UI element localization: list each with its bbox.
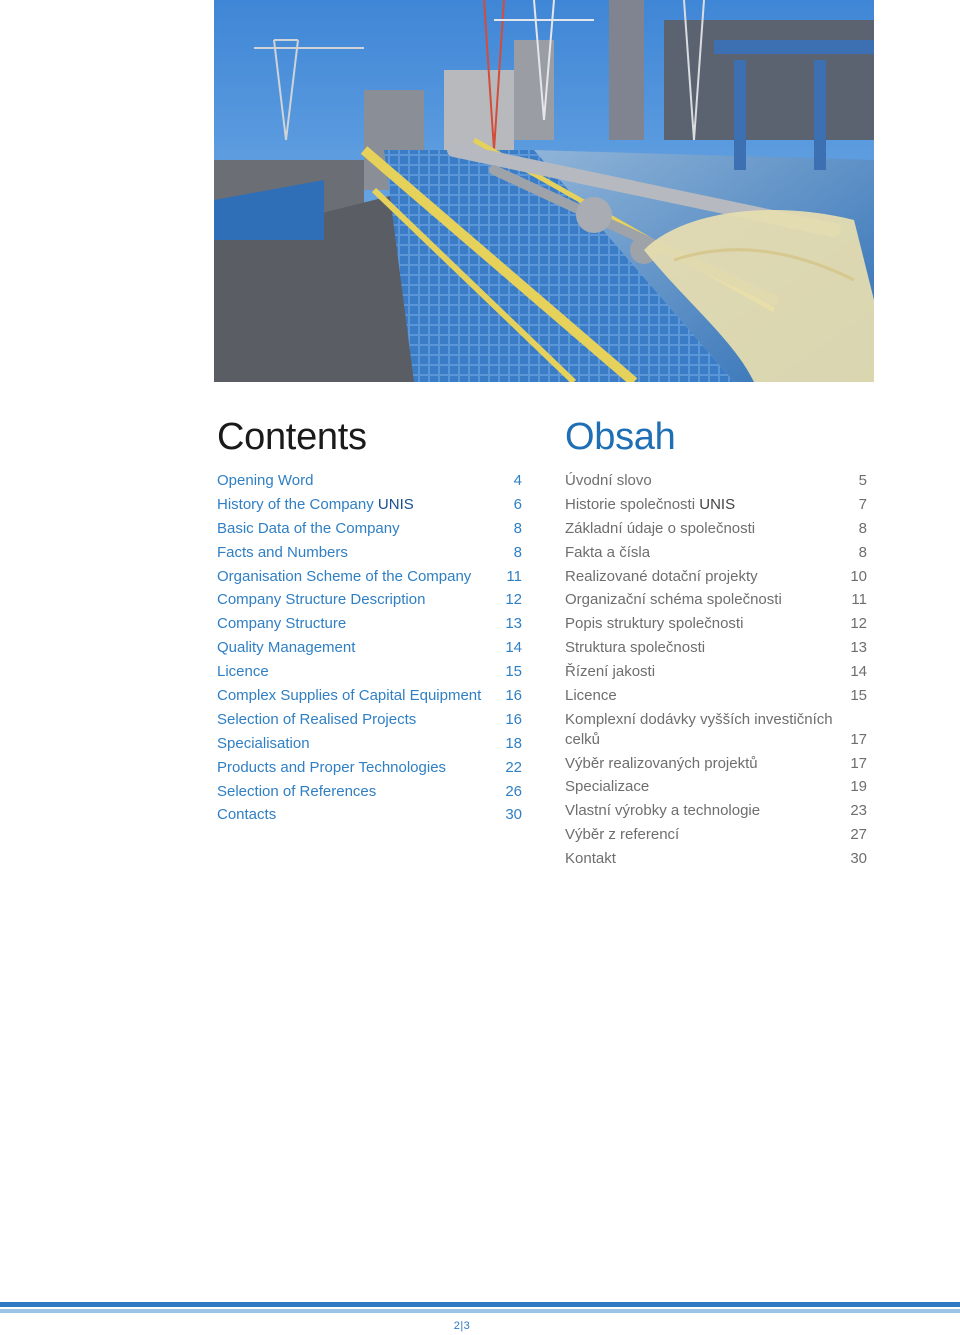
toc-entry[interactable]: [565, 567, 867, 591]
toc-entry[interactable]: [565, 754, 867, 778]
toc-entry[interactable]: [217, 710, 522, 734]
toc-entry-page: 8: [858, 519, 867, 537]
toc-entry-text: Specialisation: [217, 734, 310, 752]
toc-entry-label: [217, 567, 506, 587]
toc-entry-page: 5: [858, 472, 867, 489]
toc-entry-text: History of the Company: [217, 495, 378, 513]
toc-entry[interactable]: [217, 782, 522, 806]
toc-entry-page: 12: [505, 591, 522, 609]
toc-entry-page: 16: [505, 710, 522, 728]
toc-entry-page: 15: [850, 687, 867, 705]
toc-entry[interactable]: [217, 567, 522, 591]
toc-entry[interactable]: [217, 495, 522, 519]
toc-entry-page: 26: [505, 782, 522, 800]
toc-entry-page: 14: [505, 639, 522, 657]
toc-entry[interactable]: [565, 614, 867, 638]
contents-list-czech: [565, 471, 867, 873]
toc-entry-label: [565, 519, 859, 539]
footer-band-dark: [0, 1302, 960, 1307]
toc-entry-text: Quality Management: [217, 639, 356, 657]
toc-entry[interactable]: [217, 638, 522, 662]
toc-entry-label: [565, 638, 850, 658]
toc-entry-label: [565, 543, 859, 563]
toc-entry-page: 19: [850, 778, 867, 796]
toc-entry-label: [217, 758, 505, 778]
toc-entry[interactable]: [565, 495, 867, 519]
toc-entry[interactable]: [565, 710, 867, 754]
toc-entry-text: Kontakt: [565, 850, 616, 868]
toc-entry-page: 23: [850, 802, 867, 820]
toc-entry-label: [217, 495, 514, 515]
toc-entry[interactable]: [565, 849, 867, 873]
toc-entry-text: Výběr realizovaných projektů: [565, 754, 758, 772]
toc-entry-text: Řízení jakosti: [565, 663, 656, 681]
toc-entry-text: Popis struktury společnosti: [565, 615, 744, 633]
toc-entry-label: [217, 782, 505, 802]
toc-entry[interactable]: [217, 543, 522, 567]
toc-entry-label: [565, 686, 850, 706]
toc-entry-text: Specializace: [565, 778, 650, 796]
toc-entry[interactable]: [217, 805, 522, 829]
toc-entry[interactable]: [565, 590, 867, 614]
toc-entry-text: Výběr z referencí: [565, 826, 680, 844]
toc-entry[interactable]: [217, 686, 522, 710]
toc-entry-label: [217, 471, 514, 491]
toc-entry-page: 22: [505, 758, 522, 776]
toc-entry-text: Základní údaje o společnosti: [565, 519, 756, 537]
toc-entry-page: 30: [850, 850, 867, 868]
toc-entry-page: 11: [851, 591, 867, 609]
toc-entry[interactable]: [565, 801, 867, 825]
toc-entry[interactable]: [217, 614, 522, 638]
contents-english: [217, 415, 522, 829]
contents-title: Contents: [217, 416, 367, 458]
toc-entry-page: 13: [850, 639, 867, 657]
toc-entry-page: 16: [505, 687, 522, 705]
toc-entry-label: [217, 590, 505, 610]
toc-entry-label: [565, 801, 850, 821]
toc-entry[interactable]: [217, 471, 522, 495]
page-number: 2|3: [453, 1320, 471, 1332]
toc-entry[interactable]: [565, 777, 867, 801]
toc-entry-label: [217, 686, 505, 706]
toc-entry-page: 8: [513, 519, 522, 537]
contents-czech: [565, 415, 867, 873]
toc-entry-page: 27: [850, 826, 867, 844]
toc-entry-text: Company Structure: [217, 615, 347, 633]
toc-entry-label: [217, 638, 505, 658]
toc-entry-page: 30: [505, 806, 522, 824]
toc-entry-text: Basic Data of the Company: [217, 519, 400, 537]
toc-entry-label: [217, 734, 505, 754]
toc-entry-label: [565, 567, 850, 587]
toc-entry[interactable]: [565, 686, 867, 710]
toc-entry-text: Opening Word: [217, 472, 314, 489]
toc-entry-label: [565, 471, 859, 491]
toc-entry-page: 14: [850, 663, 867, 681]
toc-entry-label: [565, 825, 850, 845]
toc-entry-text: Fakta a čísla: [565, 543, 651, 561]
industrial-site-photo: [214, 0, 874, 382]
toc-entry-page: 15: [505, 663, 522, 681]
footer-band-light: [0, 1309, 960, 1313]
toc-entry-text: Licence: [217, 663, 269, 681]
toc-entry[interactable]: [565, 662, 867, 686]
toc-entry-page: 10: [850, 567, 867, 585]
toc-entry-text: Historie společnosti: [565, 495, 700, 513]
toc-entry-text: Realizované dotační projekty: [565, 567, 758, 585]
toc-entry-text: Facts and Numbers: [217, 543, 348, 561]
toc-entry[interactable]: [217, 758, 522, 782]
toc-entry-label: [217, 543, 514, 563]
toc-entry-page: 6: [513, 495, 522, 513]
toc-entry[interactable]: [565, 638, 867, 662]
toc-entry-text: Licence: [565, 687, 617, 705]
toc-entry-text: Komplexní dodávky vyšších investičních celků: [565, 710, 833, 748]
toc-entry-label: [565, 754, 850, 774]
toc-entry-label: [217, 805, 505, 825]
toc-entry-highlight: UNIS: [699, 495, 736, 513]
toc-entry-page: 17: [850, 730, 867, 748]
toc-entry[interactable]: [217, 519, 522, 543]
toc-entry-label: [565, 710, 850, 750]
toc-entry-text: Struktura společnosti: [565, 639, 706, 657]
toc-entry-label: [565, 495, 859, 515]
toc-entry[interactable]: [565, 519, 867, 543]
toc-entry-text: Products and Proper Technologies: [217, 758, 447, 776]
toc-entry-page: 8: [858, 543, 867, 561]
toc-entry-page: 13: [505, 615, 522, 633]
toc-entry-label: [565, 662, 850, 682]
toc-entry[interactable]: [217, 734, 522, 758]
toc-entry-text: Contacts: [217, 806, 277, 824]
contents-list-english: [217, 471, 522, 829]
toc-entry[interactable]: [565, 543, 867, 567]
toc-entry-page: 18: [505, 734, 522, 752]
toc-entry-page: 12: [850, 615, 867, 633]
toc-entry-text: Vlastní výrobky a technologie: [565, 802, 761, 820]
toc-entry-label: [565, 849, 850, 869]
toc-entry-label: [565, 777, 850, 797]
toc-entry-label: [565, 614, 850, 634]
toc-entry-page: 4: [513, 472, 522, 489]
toc-entry-text: Úvodní slovo: [565, 472, 652, 489]
toc-entry-page: 7: [858, 495, 867, 513]
toc-entry-page: 17: [850, 754, 867, 772]
toc-entry-text: Organizační schéma společnosti: [565, 591, 782, 609]
toc-entry-page: 8: [513, 543, 522, 561]
toc-entry-label: [217, 614, 505, 634]
toc-entry-highlight: UNIS: [377, 495, 414, 513]
toc-entry[interactable]: [565, 825, 867, 849]
toc-entry-label: [217, 519, 514, 539]
toc-entry[interactable]: [565, 471, 867, 495]
toc-entry-label: [217, 662, 505, 682]
toc-entry-text: Company Structure Description: [217, 591, 426, 609]
toc-entry-text: Organisation Scheme of the Company: [217, 567, 472, 585]
toc-entry-text: Selection of References: [217, 782, 377, 800]
toc-entry-label: [217, 710, 505, 730]
toc-entry-text: Complex Supplies of Capital Equipment: [217, 687, 482, 705]
toc-entry[interactable]: [217, 662, 522, 686]
toc-entry[interactable]: [217, 590, 522, 614]
toc-entry-label: [565, 590, 851, 610]
toc-entry-text: Selection of Realised Projects: [217, 710, 417, 728]
obsah-title: Obsah: [565, 416, 676, 458]
toc-entry-page: 11: [506, 567, 522, 585]
